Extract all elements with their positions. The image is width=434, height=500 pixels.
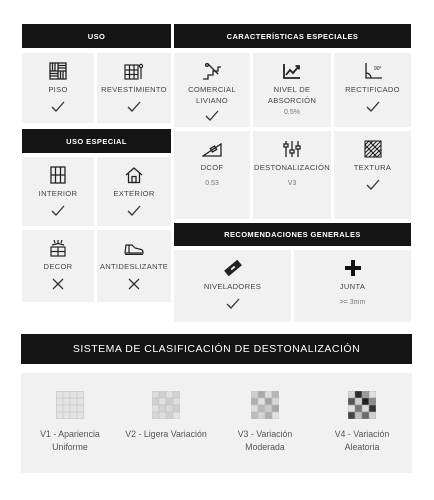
- caracteristicas-item-nivel-absorcion: [253, 53, 331, 127]
- clasificacion-line2: Aleatoria: [344, 442, 380, 453]
- clasificacion-item-label: [125, 428, 207, 441]
- junta-value: >= 3mm: [339, 299, 366, 306]
- clasificacion-line2: Moderada: [245, 442, 285, 453]
- caracteristicas-item-dcof: [174, 131, 250, 219]
- uso-especial-item-label: DECOR: [43, 262, 73, 271]
- v2-slight-grid-icon: [152, 391, 180, 419]
- wall-tiles-icon: [123, 61, 145, 81]
- caracteristicas-item-label: TEXTURA: [353, 163, 392, 172]
- uso-especial-item-label: EXTERIOR: [113, 189, 155, 198]
- check-icon: [226, 298, 240, 310]
- uso-item-revestimiento: [97, 53, 171, 123]
- caracteristicas-header: [174, 24, 411, 48]
- clasificacion-item-v2: [118, 391, 214, 441]
- destonalizacion-value: V3: [287, 180, 297, 187]
- clasificacion-line1: V1 - Apariencia: [40, 429, 100, 439]
- sliders-icon: [281, 139, 303, 159]
- caracteristicas-item-rectificado: [334, 53, 411, 127]
- decor-icon: [47, 238, 69, 258]
- texture-icon: [362, 139, 384, 159]
- caracteristicas-item-label: DCOF: [200, 163, 224, 172]
- uso-especial-item-label: INTERIOR: [38, 189, 78, 198]
- caracteristicas-item-label: DESTONALIZACIÓN: [253, 163, 331, 172]
- uso-especial-header: [22, 129, 171, 153]
- uso-especial-item-exterior: [97, 157, 171, 226]
- recomendaciones-item-label: JUNTA: [339, 282, 366, 291]
- uso-item-label: PISO: [48, 85, 68, 94]
- recomendaciones-item-junta: [294, 250, 411, 322]
- dcof-slope-icon: [201, 139, 223, 159]
- check-icon: [127, 101, 141, 113]
- v3-moderate-grid-icon: [251, 391, 279, 419]
- clasificacion-item-v3: [217, 391, 313, 454]
- recomendaciones-item-label: NIVELADORES: [203, 282, 262, 291]
- caracteristicas-item-label: NIVEL DE ABSORCIÓN: [267, 85, 317, 105]
- clasificacion-panel: [21, 373, 412, 473]
- check-icon: [127, 205, 141, 217]
- house-icon: [123, 165, 145, 185]
- v1-uniform-grid-icon: [56, 391, 84, 419]
- dcof-value: 0.53: [205, 180, 219, 187]
- clasificacion-item-v4: [314, 391, 410, 454]
- uso-item-label: REVESTIMIENTO: [101, 85, 167, 94]
- clasificacion-line1: V3 - Variación: [237, 429, 293, 439]
- clasificacion-item-label: [238, 428, 293, 454]
- uso-especial-title: USO ESPECIAL: [66, 136, 127, 146]
- check-icon: [51, 101, 65, 113]
- rectified-angle-icon: [362, 61, 384, 81]
- clasificacion-title: SISTEMA DE CLASIFICACIÓN DE DESTONALIZACIÓN: [72, 343, 361, 355]
- caracteristicas-item-label: COMERCIAL LIVIANO: [188, 85, 236, 105]
- recomendaciones-item-niveladores: [174, 250, 291, 322]
- clasificacion-item-label: [40, 428, 100, 454]
- uso-title: USO: [87, 31, 106, 41]
- uso-item-piso: [22, 53, 94, 123]
- clasificacion-line1: V2 - Ligera Variación: [125, 429, 207, 439]
- uso-especial-item-label: ANTIDESLIZANTE: [99, 262, 169, 271]
- clasificacion-item-label: [335, 428, 390, 454]
- v4-random-grid-icon: [348, 391, 376, 419]
- check-icon: [366, 179, 380, 191]
- check-icon: [205, 110, 219, 122]
- recomendaciones-header: [174, 223, 411, 246]
- absorption-value: 0.5%: [284, 109, 300, 116]
- caracteristicas-item-textura: [334, 131, 411, 219]
- absorption-chart-icon: [281, 61, 303, 81]
- caracteristicas-item-comercial-liviano: [174, 53, 250, 127]
- stairs-icon: [201, 61, 223, 81]
- cross-icon: [127, 278, 141, 290]
- caracteristicas-item-label: RECTIFICADO: [345, 85, 400, 94]
- recomendaciones-title: RECOMENDACIONES GENERALES: [224, 230, 361, 239]
- clasificacion-line2: Uniforme: [52, 442, 88, 453]
- shoe-icon: [123, 238, 145, 258]
- uso-header: [22, 24, 171, 48]
- uso-especial-item-interior: [22, 157, 94, 226]
- cross-icon: [51, 278, 65, 290]
- check-icon: [366, 101, 380, 113]
- uso-especial-item-decor: [22, 230, 94, 302]
- leveler-icon: [222, 258, 244, 278]
- floor-tiles-icon: [47, 61, 69, 81]
- interior-door-icon: [47, 165, 69, 185]
- clasificacion-banner: [21, 334, 412, 364]
- clasificacion-item-v1: [22, 391, 118, 454]
- svg-text:90°: 90°: [373, 66, 382, 72]
- plus-joint-icon: [342, 258, 364, 278]
- check-icon: [51, 205, 65, 217]
- clasificacion-line1: V4 - Variación: [334, 429, 390, 439]
- caracteristicas-title: CARACTERÍSTICAS ESPECIALES: [226, 31, 359, 41]
- caracteristicas-item-destonalizacion: [253, 131, 331, 219]
- uso-especial-item-antideslizante: [97, 230, 171, 302]
